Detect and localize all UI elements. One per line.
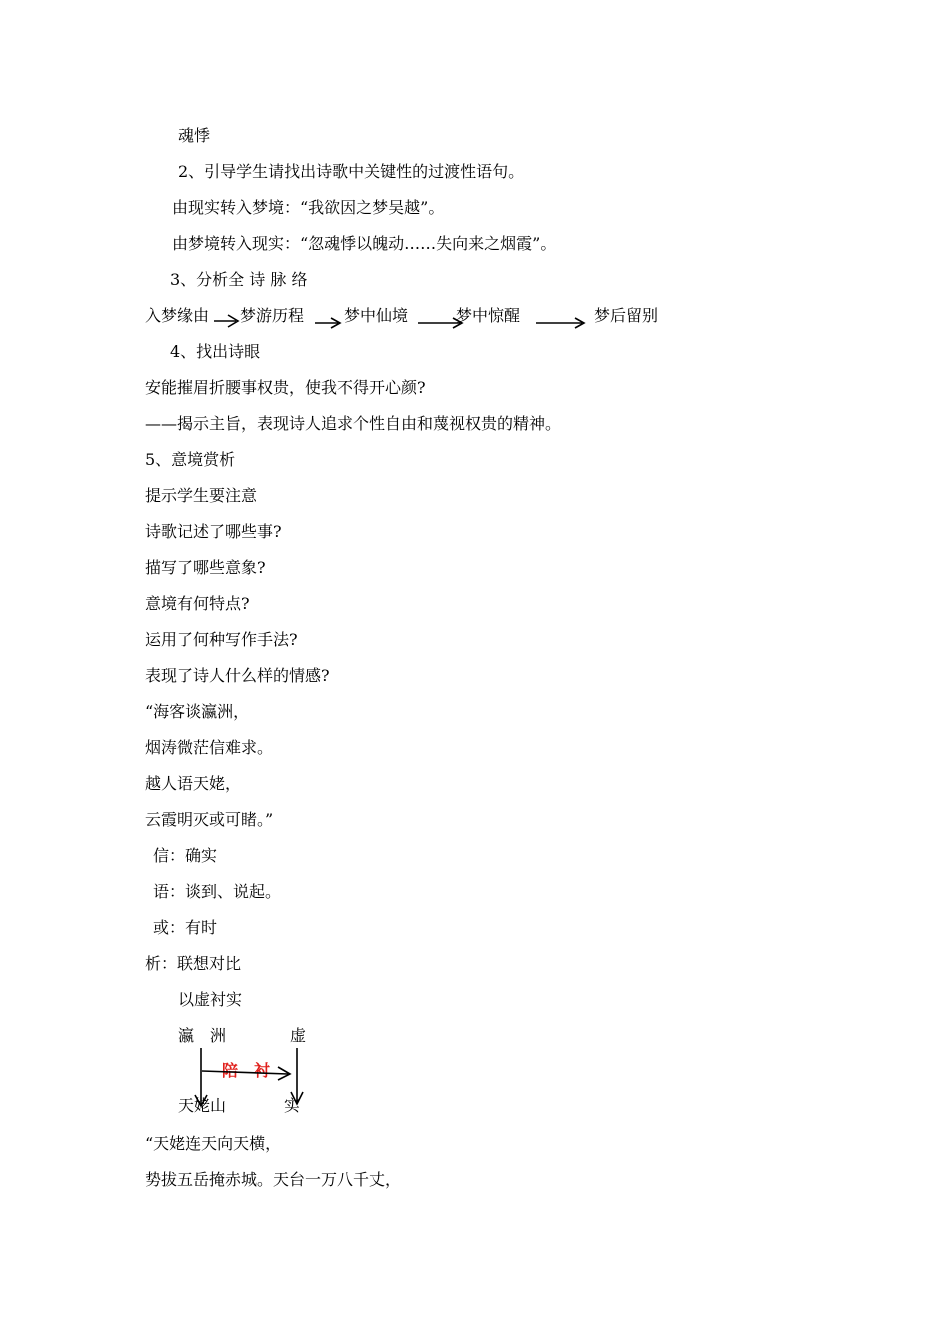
flow-step: 梦后留别 [594, 306, 659, 325]
diagram-top-right-label: 虚 [290, 1026, 307, 1045]
horizontal-arrow [202, 1067, 290, 1080]
section-heading: 5、意境赏析 [145, 450, 236, 469]
down-arrow-left [195, 1048, 207, 1106]
text-line: 以虚衬实 [178, 990, 243, 1009]
annotation-line: 或：有时 [153, 918, 218, 937]
text-line: 由现实转入梦境：“我欲因之梦吴越”。 [172, 198, 445, 217]
text-line: 由梦境转入现实：“忽魂悸以魄动……失向来之烟霞”。 [172, 234, 557, 253]
diagram-top-left-label: 瀛 洲 [178, 1026, 227, 1045]
flow-arrow [536, 318, 584, 328]
text-line: 安能摧眉折腰事权贵，使我不得开心颜? [145, 378, 426, 397]
flow-arrow [315, 318, 340, 328]
diagram-arrows [170, 1020, 340, 1120]
flow-arrow [214, 315, 238, 327]
poem-line: 越人语天姥， [145, 774, 242, 793]
text-line: 魂悸 [178, 126, 211, 145]
section-heading: 4、找出诗眼 [170, 342, 261, 361]
annotation-line: 语：谈到、说起。 [153, 882, 282, 901]
flow-step: 梦中惊醒 [456, 306, 521, 325]
poem-line: 势拔五岳掩赤城。天台一万八千丈， [145, 1170, 402, 1189]
flow-step: 入梦缘由 [145, 306, 210, 325]
annotation-line: 信：确实 [153, 846, 218, 865]
text-line: 析：联想对比 [145, 954, 242, 973]
poem-line: 烟涛微茫信难求。 [145, 738, 274, 757]
text-line: ——揭示主旨，表现诗人追求个性自由和蔑视权贵的精神。 [145, 414, 562, 433]
contrast-diagram [170, 1020, 340, 1120]
text-line: 诗歌记述了哪些事? [145, 522, 282, 541]
text-line: 描写了哪些意象? [145, 558, 266, 577]
text-line: 提示学生要注意 [145, 486, 258, 505]
diagram-bottom-left-label: 天姥山 [178, 1096, 227, 1115]
poem-line: “海客谈瀛洲， [145, 702, 250, 721]
diagram-bottom-right-label: 实 [284, 1096, 301, 1115]
text-line: 2、引导学生请找出诗歌中关键性的过渡性语句。 [178, 162, 525, 181]
text-line: 运用了何种写作手法? [145, 630, 298, 649]
down-arrow-right [291, 1048, 303, 1104]
diagram-middle-label: 陪 衬 [222, 1061, 271, 1080]
poem-line: 云霞明灭或可睹。” [145, 810, 274, 829]
text-line: 表现了诗人什么样的情感? [145, 666, 330, 685]
section-heading: 3、分析全 诗 脉 络 [170, 270, 308, 289]
flow-step: 梦游历程 [240, 306, 305, 325]
flow-step: 梦中仙境 [344, 306, 409, 325]
poem-line: “天姥连天向天横， [145, 1134, 282, 1153]
text-line: 意境有何特点? [145, 594, 250, 613]
